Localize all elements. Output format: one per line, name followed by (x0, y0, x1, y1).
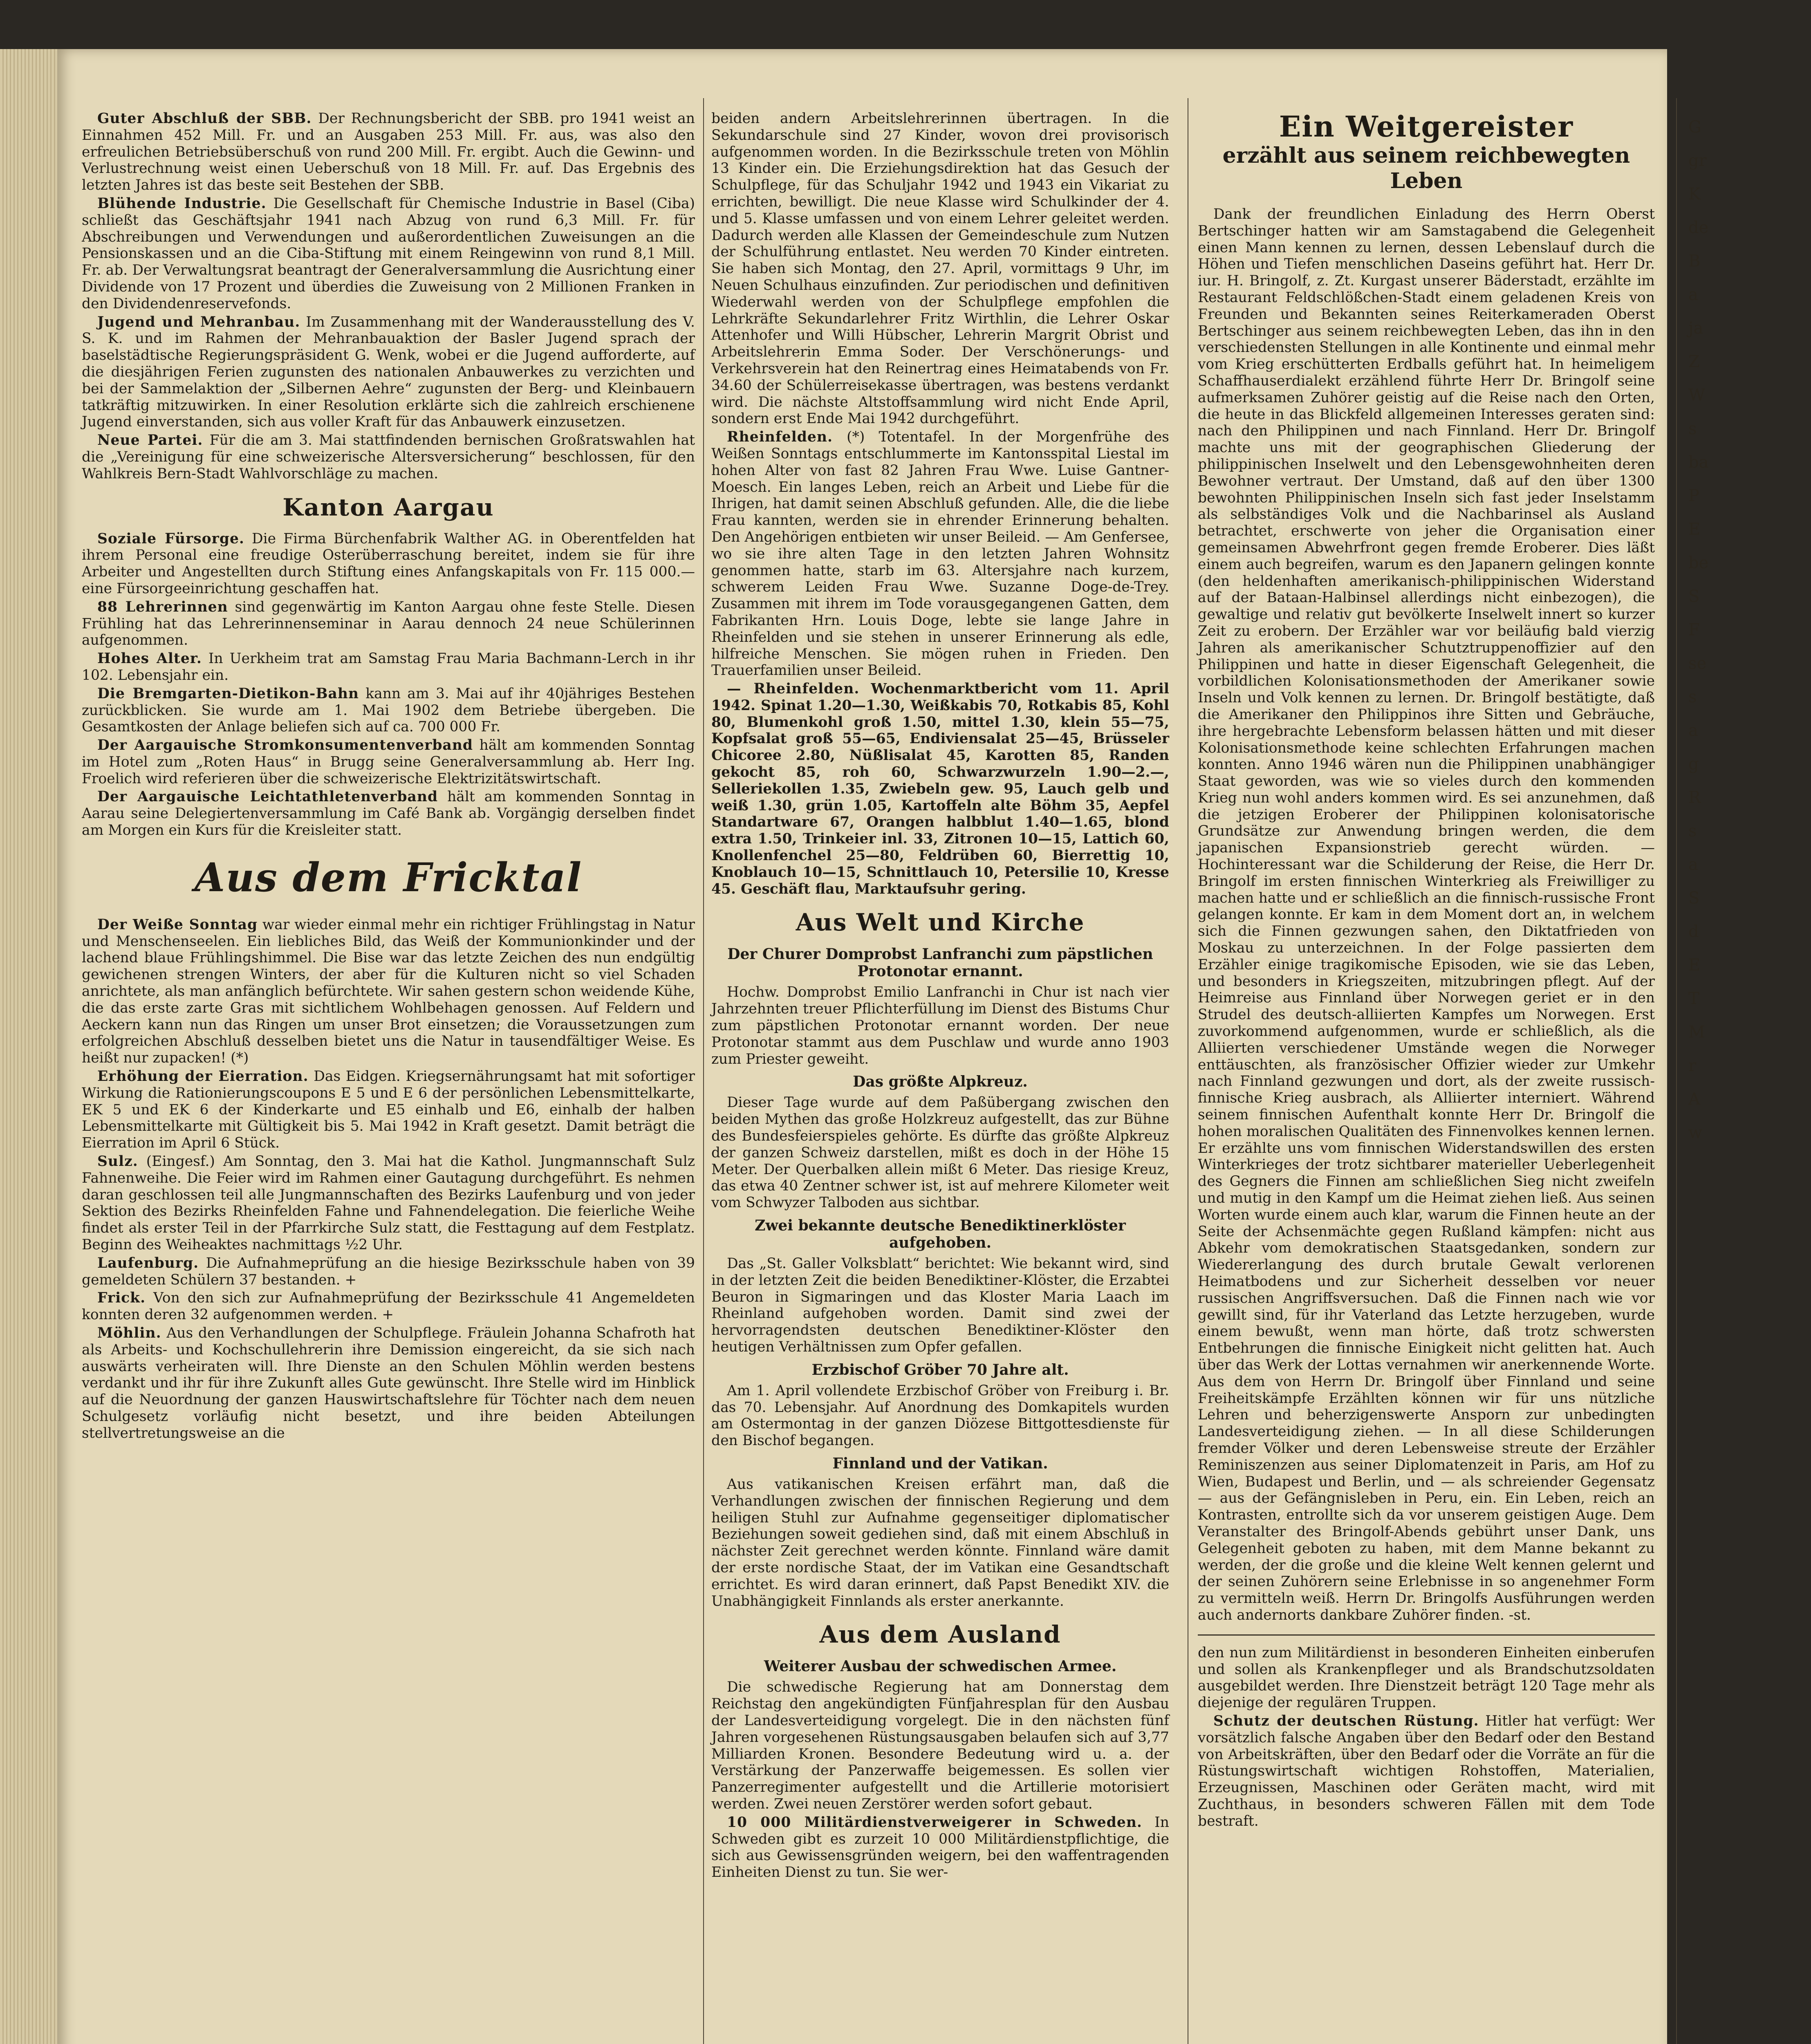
fragment-text: s (1688, 688, 1697, 706)
item-text: Das Eidgen. Kriegsernährungsamt hat mit sofortiger Wirkung die Rationierungscoupons E 5 und E 6 der persönlichen Lebensmittelkarte, EK 5 und EK 6 der Kinderkarte und E5 einhalb und E6, einhalb der halben Lebensmittelkarte mit Gültigkeit bis 5. Mai 1942 in Kraft gesetzt. Damit beträgt die Eierration im April 6 Stück. (82, 1068, 695, 1152)
news-item (82, 917, 695, 1067)
item-lead: Blühende Industrie. (97, 195, 267, 212)
news-item (82, 1255, 695, 1289)
news-item (711, 1476, 1169, 1609)
item-text: den nun zum Militärdienst in besonderen Einheiten einberufen und sollen als Krankenpfleger und als Brandschutzsoldaten ausgebildet werden. Ihre Dienstzeit beträgt 120 Tage mehr als diejenige der regulären Truppen. (1198, 1644, 1655, 1711)
item-text: (*) Totentafel. In der Morgenfrühe des Weißen Sonntags entschlummerte im Kantonsspital Liestal im hohen Alter von fast 82 Jahren Frau Wwe. Luise Gantner-Moesch. Ein langes Leben, reich an Arbeit und Liebe für die Ihrigen, hat damit seinen Abschluß gefunden. Alle, die die liebe Frau kannten, werden sie in ehrender Erinnerung behalten. Den Angehörigen entbieten wir unser Beileid. — Am Genfersee, wo sie ihre alten Tage in den letzten Jahren Wohnsitz genommen hatte, starb im 63. Altersjahre nach kurzem, schwerem Leiden Frau Wwe. Suzanne Doge-de-Trey. Zusammen mit ihrem im Tode vorausgegangenen Gatten, dem Fabrikanten Hrn. Louis Doge, lebte sie lange Jahre in Rheinfelden und sie stehen in unserer Erinnerung als edle, hilfreiche Menschen. Sie mögen ruhen in Frieden. Den Trauerfamilien unser Beileid. (711, 429, 1170, 679)
fragment-text: s (1688, 419, 1697, 438)
item-text: Von den sich zur Aufnahmeprüfung der Bezirksschule 41 Angemeldeten konnten deren 32 aufgenommen werden. + (82, 1290, 695, 1323)
article-title: Ein Weitgereister (1279, 110, 1574, 143)
fragment-text: ja (1688, 319, 1703, 338)
item-text: hält am kommenden Sonntag in Aarau seine Delegiertenversammlung im Café Bank ab. Vorgängig derselben findet am Morgen ein Kurs für die Kreisleiter statt. (82, 789, 695, 839)
item-text: Aus vatikanischen Kreisen erfährt man, daß die Verhandlungen zwischen der finnischen Regierung und dem heiligen Stuhl zur Aufnahme gegenseitiger diplomatischer Beziehungen soweit gediehen sind, daß mit einem Abschluß in nächster Zeit gerechnet werden könnte. Finnland wäre damit der erste nordische Staat, der im Vatikan eine Gesandtschaft errichtet. Es wird daran erinnert, daß Papst Benedikt XIV. die Unabhängigkeit Finnlands als erster anerkannte. (711, 1476, 1169, 1609)
fragment-text: se (1688, 654, 1707, 673)
fragment-text: E (1688, 520, 1701, 539)
fragment-text: W (1688, 386, 1706, 405)
section-heading: Aus Welt und Kirche (796, 908, 1085, 937)
fragment-text: S (1688, 587, 1700, 606)
news-item (82, 686, 695, 735)
item-text: kann am 3. Mai auf ihr 40jähriges Bestehen zurückblicken. Sie wurde am 1. Mai 1902 dem Betriebe übergeben. Die Gesamtkosten der Anlage beliefen sich auf ca. 700 000 Fr. (82, 685, 695, 735)
newspaper-page (57, 49, 1709, 2044)
item-lead: — Rheinfelden. (727, 681, 860, 697)
fragment-text: d (1688, 922, 1699, 941)
section-heading: Kanton Aargau (282, 493, 494, 521)
subheading: Finnland und der Vatikan. (832, 1455, 1048, 1472)
section-heading-fricktal: Aus dem Fricktal (194, 854, 583, 901)
divider (1198, 1634, 1655, 1636)
fragment-text: be (1688, 554, 1709, 572)
news-item (1198, 1713, 1655, 1830)
news-item (711, 429, 1169, 679)
item-text: Dieser Tage wurde auf dem Paßübergang zwischen den beiden Mythen das große Holzkreuz aufgestellt, das zur Bühne des Bundesfeierspieles gehörte. Es dürfte das größte Alpkreuz der ganzen Schweiz darstellen, mißt es doch in der Höhe 15 Meter. Der Querbalken allein mißt 6 Meter. Das riesige Kreuz, das etwa 40 Zentner schwer ist, ist auf mehrere Kilometer weit vom Schwyzer Talboden aus sichtbar. (711, 1094, 1169, 1211)
item-text: In Schweden gibt es zurzeit 10 000 Militärdienstpflichtige, die sich aus Gewissensgründen weigern, bei den waffentragenden Einheiten Dienst zu tun. Sie wer- (711, 1814, 1170, 1881)
item-text: war wieder einmal mehr ein richtiger Frühlingstag in Natur und Menschenseelen. Ein liebliches Bild, das Weiß der Kommunionkinder und der lachend blaue Frühlingshimmel. Die Bise war das letzte Zeichen des nun endgültig gewichenen strengen Winters, der aber für die Kulturen nicht so viel Schaden anrichtete, als man anfänglich befürchtete. Wir sahen gestern schon weidende Kühe, die das erste zarte Gras mit sichtlichem Wohlbehagen genossen. Auf Feldern und Aeckern kann nun das Ringen um unser Brot einsetzen; die Voraussetzungen zum erfolgreichen Abschluß desselben bietet uns die Natur in tausendfältiger Weise. Es heißt nur zupacken! (*) (82, 916, 695, 1067)
fragment-text: r (1688, 1056, 1697, 1075)
fragment-text: T (1688, 989, 1699, 1008)
fragment-text: F (1688, 621, 1700, 639)
news-item (711, 984, 1169, 1067)
item-text: Hochw. Domprobst Emilio Lanfranchi in Chur ist nach vier Jahrzehnten treuer Pflichterfüllung im Dienst des Bistums Chur zum päpstlichen Protonotar ernannt worden. Der neue Protonotar stammt aus dem Puschlaw und wurde anno 1903 zum Priester geweiht. (711, 984, 1169, 1067)
item-text: Im Zusammenhang mit der Wanderausstellung des V. S. K. und im Rahmen der Mehranbauaktion der Basler Jugend sprach der baselstädtische Regierungspräsident G. Wenk, wobei er die Jugend aufforderte, auf die diesjährigen Ferien zugunsten des nationalen Anbauwerkes zu verzichten und bei der Sammelaktion der „Silbernen Aehre“ zugunsten der Berg- und Kleinbauern tatkräftig mitzuwirken. In einer Resolution erklärte sich die zahlreich erschienene Jugend einverstanden, sich aus voller Kraft für das Anbauwerk einzusetzen. (82, 314, 695, 430)
item-lead: Guter Abschluß der SBB. (97, 110, 312, 127)
news-item (711, 1814, 1169, 1881)
fragment-text: S (1688, 889, 1700, 908)
column-2 (711, 110, 1169, 2044)
item-text: Das „St. Galler Volksblatt“ berichtet: Wie bekannt wird, sind in der letzten Zeit die beiden Benediktiner-Klöster, die Erzabtei Beuron in Sigmaringen und das Kloster Maria Laach im Rheinland aufgehoben worden. Damit sind zwei der hervorragendsten deutschen Benediktiner-Klöster den heutigen Verhältnissen zum Opfer gefallen. (711, 1255, 1169, 1355)
fragment-text: P (1688, 486, 1699, 505)
fragment-text: ba (1688, 453, 1709, 472)
item-text: Die schwedische Regierung hat am Donnerstag dem Reichstag den angekündigten Fünfjahresplan für den Ausbau der Landesverteidigung vorgelegt. Die in den nächsten fünf Jahren vorgesehenen Rüstungsausgaben belaufen sich auf 3,77 Milliarden Kronen. Besondere Bedeutung wird u. a. der Verstärkung der Panzerwaffe beigemessen. Es sollen vier Panzerregimenter aufgestellt und die Artillerie motorisiert werden. Zwei neuen Zerstörer werden sofort gebaut. (711, 1679, 1169, 1812)
news-item (82, 599, 695, 649)
news-item (82, 432, 695, 482)
article-body (1198, 206, 1655, 1624)
fragment-text: a (1688, 855, 1698, 874)
item-text: Dank der freundlichen Einladung des Herrn Oberst Bertschinger hatten wir am Samstagabend die Gelegenheit einen Mann kennen zu lernen, dessen Lebenslauf durch die Höhen und Tiefen menschlichen Daseins geführt hat. Herr Dr. iur. H. Bringolf, z. Zt. Kurgast unserer Bäderstadt, erzählte im Restaurant Feldschlößchen-Stadt einem geladenen Kreis von Freunden und Bekannten seines Reiterkameraden Oberst Bertschinger aus seinem reichbewegten Leben, das ihn in den verschiedensten Stellungen in alle Kontinente und einmal mehr vom Krieg erschütterten Erdballs geführt hat. In heimeligem Schaffhauserdialekt erzählend führte Herr Dr. Bringolf seine aufmerksamen Zuhörer geistig auf die Reise nach den Orten, die heute in das Blickfeld allgemeinen Interesses geraten sind: nach den Philippinen und nach Finnland. Herr Dr. Bringolf machte uns mit der geographischen Gliederung der philippinischen Inselwelt und den Lebensgewohnheiten deren Bewohner vertraut. Der Umstand, daß auf den über 1300 bewohnten Philippinischen Inseln sich fast jeder Inselstamm als selbständiges Volk und die Nachbarinsel als Ausland betrachtet, erschwerte von jeher die Organisation einer gemeinsamen Abwehrfront gegen fremde Eroberer. Dies läßt einem auch begreifen, warum es den Japanern gelingen konnte (den heldenhaften amerikanisch-philippinischen Widerstand auf der Bataan-Halbinsel allerdings nicht einbezogen), die gewaltige und relativ gut bevölkerte Inselwelt innert so kurzer Zeit zu erobern. Der Erzähler war vor beiläufig bald vierzig Jahren als amerikanischer Schutztruppenoffizier auf den Philippinen und hatte in dieser Eigenschaft Gelegenheit, die vorbildlichen Kolonisationsmethoden der Amerikaner sowie Inseln und Volk kennen zu lernen. Dr. Bringolf bestätigte, daß die Amerikaner den Philippinos ihre Sitten und Gebräuche, ihre hergebrachte Lebensform belassen hätten und mit dieser Kolonisationsmethode keine schlechten Erfahrungen machen konnten. Anno 1946 wären nun die Philippinen unabhängiger Staat geworden, was wie so vieles durch den kommenden Krieg nun wohl anders kommen wird. Es sei anzunehmen, daß die jetzigen Eroberer der Philippinen kolonisatorische Grundsätze zur Anwendung bringen werden, die dem japanischen Expansionstrieb gerecht würden. — Hochinteressant war die Schilderung der Reise, die Herr Dr. Bringolf im ersten finnischen Winterkrieg als Freiwilliger zu machen hatte und er schließlich an die finnisch-russische Front gelangen konnte. Er kam in dem Moment dort an, in welchem sich die Finnen gezwungen sahen, den Diktatfrieden von Moskau zu unterzeichnen. In der Folge passierten dem Erzähler einige tragikomische Episoden, wie sie das Leben, und besonders in Kriegszeiten, mitzubringen pflegt. Auf der Heimreise aus Finnland über Norwegen geriet er in den Strudel des deutsch-alliierten Kampfes um Norwegen. Erst zuvorkommend aufgenommen, wurde er schließlich, als die Alliierten verschiedener Umstände wegen die Norweger enttäuschten, als französischer Offizier wieder zur Umkehr nach Finnland gezwungen und dort, als der zweite russisch-finnische Krieg ausbrach, als Alliierter interniert. Während seinem finnischen Aufenthalt konnte Herr Dr. Bringolf die hohen moralischen Qualitäten des Finnenvolkes kennen lernen. Er erzählte uns vom finnischen Widerstandswillen des ersten Winterkrieges der trotz sichtbarer materieller Ueberlegenheit des Gegners die Finnen am schließlichen Sieg nicht zweifeln und mutig in den Kampf um die Heimat ziehen ließ. Aus seinen Worten wurde einem auch klar, warum die Finnen heute an der Seite der Achsenmächte gegen Rußland kämpfen: nicht aus Abkehr vom demokratischen Staatsgedanken, sondern zur Wiedererlangung des durch brutale Gewalt verlorenen Heimatbodens und zur Sicherheit desselben vor neuer russischen Angriffsversuchen. Daß die Finnen nach wie vor gewillt sind, für ihr Vaterland das Letzte herzugeben, wurde einem bewußt, wenn man hörte, daß trotz schwersten Entbehrungen die finnische Einigkeit nicht gelitten hat. Auch über das Werk der Lottas vernahmen wir anerkennende Worte. Aus dem von Herrn Dr. Bringolf über Finnland und seine Freiheitskämpfe Erzählten können wir für uns nützliche Lehren und beherzigenswerte Ansporn zur unbedingten Landesverteidigung ziehen. — In all diese Schilderungen fremder Völker und deren Lebensweise streute der Erzähler Reminiszenzen aus seiner Diplomatenzeit in Paris, am Hof zu Wien, Budapest und Berlin, und — als schreiender Gegensatz — aus der Gefängnisleben in Peru, ein. Ein Leben, reich an Kontrasten, entrollte sich da vor unserem geistigen Auge. Dem Veranstalter des Bringolf-Abends gebührt unser Dank, uns Gelegenheit geboten zu haben, mit dem Manne bekannt zu werden, der die große und die kleine Welt kennen gelernt und der seinen Zuhörern seine Erlebnisse in so angenehmer Form zu vermitteln weiß. Herrn Dr. Bringolfs Ausführungen werden auch andernorts dankbare Zuhörer finden. -st. (1198, 206, 1655, 1623)
item-text: (Eingesf.) Am Sonntag, den 3. Mai hat die Kathol. Jungmannschaft Sulz Fahnenweihe. Die Feier wird im Rahmen einer Gautagung durchgeführt. Es nehmen daran geschlossen teil alle Jungmannschaften des Bezirks Laufenburg und von jeder Sektion des Bezirks Rheinfelden Fahne und Fahnendelegation. Die feierliche Weihe findet als erster Teil in der Pfarrkirche Sulz statt, die Festtagung auf dem Festplatz. Beginn des Weiheaktes nachmittags ½2 Uhr. (82, 1153, 695, 1253)
news-item (82, 1068, 695, 1152)
news-item (82, 737, 695, 787)
item-lead: Jugend und Mehranbau. (97, 314, 300, 330)
fragment-text: s (1688, 822, 1697, 840)
item-text: Die Aufnahmeprüfung an die hiesige Bezirksschule haben von 39 gemeldeten Schülern 37 bestanden. + (82, 1255, 695, 1288)
news-item (82, 195, 695, 312)
item-lead: Der Aargauische Leichtathletenverband (97, 789, 438, 805)
item-lead: Neue Partei. (97, 432, 203, 449)
section-heading: Aus dem Ausland (819, 1620, 1061, 1649)
news-item (711, 681, 1169, 897)
column-rule (703, 98, 704, 2044)
column-3 (1198, 110, 1655, 2044)
fragment-text: M (1688, 1023, 1705, 1042)
item-lead: 88 Lehrerinnen (97, 598, 228, 615)
item-text: beiden andern Arbeitslehrerinnen übertragen. In die Sekundarschule sind 27 Kinder, wovon drei provisorisch aufgenommen worden. In die Bezirksschule treten von Möhlin 13 Kinder ein. Die Erziehungsdirektion hat das Gesuch der Schulpflege, für das Schuljahr 1942 und 1943 ein Vikariat zu errichten, bewilligt. Die neue Klasse wird Schulkinder der 4. und 5. Klasse umfassen und von einem Lehrer geleitet werden. Dadurch werden alle Klassen der Gemeindeschule zum Nutzen der Schulführung entlastet. Neu werden 70 Kinder eintreten. Sie haben sich Montag, den 27. April, vormittags 9 Uhr, im Neuen Schulhaus einzufinden. Zur periodischen und definitiven Wiederwahl werden von der Schulpflege empfohlen die Lehrkräfte Sekundarlehrer Fritz Wirthlin, die Lehrer Oskar Attenhofer und Willi Hübscher, Lehrerin Margrit Obrist und Arbeitslehrerin Emma Soder. Der Verschönerungs- und Verkehrsverein hat den Reinertrag eines Heimatabends von Fr. 34.60 der Schülerreisekasse übertragen, was bestens verdankt wird. Die nächste Altstoffsammlung wird nicht Ende April, sondern erst Ende Mai 1942 durchgeführt. (711, 110, 1169, 427)
item-lead: Frick. (97, 1290, 146, 1307)
news-item (82, 650, 695, 684)
item-lead: Möhlin. (97, 1325, 161, 1341)
item-text: sind gegenwärtig im Kanton Aargau ohne feste Stelle. Diesen Frühling hat das Lehrerinnenseminar in Aarau dennoch 24 neue Schülerinnen aufgenommen. (82, 598, 695, 649)
subheading: Erzbischof Gröber 70 Jahre alt. (811, 1361, 1069, 1378)
news-item (711, 110, 1169, 427)
news-item (82, 1153, 695, 1253)
fragment-text: w (1688, 1123, 1703, 1142)
news-item (82, 1290, 695, 1323)
news-item (711, 1094, 1169, 1211)
news-item (82, 531, 695, 597)
item-text: Der Rechnungsbericht der SBB. pro 1941 weist an Einnahmen 452 Mill. Fr. und an Ausgaben 253 Mill. Fr. aus, was also den erfreulichen Betriebsüberschuß von rund 200 Mill. Fr. ergibt. Auch die Gewinn- und Verlustrechnung weist einen Ueberschuß von 18 Mill. Fr. auf. Das Ergebnis des letzten Jahres ist das beste seit Bestehen der SBB. (82, 110, 695, 194)
news-item (82, 314, 695, 431)
item-text: Die Gesellschaft für Chemische Industrie in Basel (Ciba) schließt das Geschäftsjahr 1941 nach Abzug von rund 6,3 Mill. Fr. für Abschreibungen und Verwendungen und außerordentlichen Zuweisungen an die Pensionskassen und an die Ciba-Stiftung mit einem Reingewinn von rund 8,1 Mill. Fr. ab. Der Verwaltungsrat beantragt der Generalversammlung die Ausrichtung einer Dividende von 17 Prozent und überdies die Zuweisung von 2 Millionen Franken in den Dividendenreservefonds. (82, 195, 695, 312)
item-text: Wochenmarktbericht vom 11. April 1942. Spinat 1.20—1.30, Weißkabis 70, Rotkabis 85, Kohl 80, Blumenkohl groß 1.50, mittel 1.30, klein 55—75, Kopfsalat groß 55—65, Endiviensalat 25—45, Brüsseler Chicoree 2.80, Nüßlisalat 45, Karotten 85, Randen gekocht 85, roh 60, Schwarzwurzeln 1.90—2.—, Selleriekollen 1.35, Zwiebeln gew. 95, Lauch gelb und weiß 1.30, grün 1.05, Kartoffeln alte Böhm 35, Aepfel Standartware 67, Orangen halbblut 1.40—1.65, blond extra 1.50, Trinkeier inl. 33, Zitronen 10—15, Lattich 60, Knollenfenchel 25—80, Feldrüben 60, Bierrettig 10, Knoblauch 10—15, Schnittlauch 10, Petersilie 10, Kresse 45. Geschäft flau, Marktaufsuhr gering. (711, 681, 1170, 897)
news-item (82, 110, 695, 194)
column-rule (1676, 98, 1677, 2044)
subheading: Der Churer Domprobst Lanfranchi zum päpstlichen Protonotar ernannt. (727, 946, 1153, 980)
fragment-text: K (1688, 185, 1701, 204)
fragment-text: A (1688, 1090, 1700, 1109)
news-item (82, 1325, 695, 1442)
item-lead: Der Weiße Sonntag (97, 916, 258, 933)
fragment-text: de (1688, 218, 1709, 237)
item-text: Für die am 3. Mai stattfindenden bernischen Großratswahlen hat die „Vereinigung für eine schweizerische Altersversicherung“ beschlossen, für den Wahlkreis Bern-Stadt Wahlvorschläge zu machen. (82, 432, 695, 482)
item-lead: Der Aargauische Stromkonsumentenverband (97, 737, 473, 754)
item-lead: Schutz der deutschen Rüstung. (1213, 1712, 1479, 1729)
fragment-text: a (1688, 285, 1698, 304)
news-item (1198, 1645, 1655, 1711)
item-text: Am 1. April vollendete Erzbischof Gröber von Freiburg i. Br. das 70. Lebensjahr. Auf Anordnung des Domkapitels wurden am Ostermontag in der ganzen Diözese Bittgottesdienste für den Bischof begangen. (711, 1382, 1169, 1449)
fragment-text: a (1688, 721, 1698, 740)
news-item (711, 1383, 1169, 1449)
news-item (711, 1255, 1169, 1356)
fragment-text: g (1688, 755, 1699, 773)
article-subtitle: erzählt aus seinem reichbewegten Leben (1222, 143, 1630, 193)
item-lead: 10 000 Militärdienstverweigerer in Schweden. (727, 1814, 1142, 1831)
fragment-text: Z (1688, 352, 1700, 371)
news-item (711, 1679, 1169, 1812)
item-text: Hitler hat verfügt: Wer vorsätzlich falsche Angaben über den Bedarf oder den Bestand von Arbeitskräften, über den Bedarf oder die Vorräte an für die Rüstungswirtschaft wichtigen Rohstoffen, Materialien, Erzeugnissen, Maschinen oder Geräten macht, wird mit Zuchthaus, in besonders schweren Fällen mit dem Tode bestraft. (1198, 1712, 1655, 1829)
item-text: Aus den Verhandlungen der Schulpflege. Fräulein Johanna Schafroth hat als Arbeits- und Kochschullehrerin ihre Demission eingereicht, da sie sich nach auswärts verheiraten will. Ihre Dienste an den Schulen Möhlin werden bestens verdankt und ihr für ihre Zukunft alles Gute gewünscht. Ihre Stelle wird im Hinblick auf die Neuordnung der ganzen Hauswirtschaftslehre für Töchter nach dem neuen Schulgesetz vorläufig nicht besetzt, und ihre beiden Abteilungen stellvertretungsweise an die (82, 1325, 695, 1441)
item-lead: Die Bremgarten-Dietikon-Bahn (97, 685, 359, 702)
fragment-text: gr (1688, 151, 1707, 170)
item-text: hält am kommenden Sonntag im Hotel zum „Roten Haus“ in Brugg seine Generalversammlung ab. Herr Ing. Froelich wird referieren über die schweizerische Elektrizitätswirtschaft. (82, 737, 695, 787)
item-lead: Laufenburg. (97, 1255, 199, 1271)
item-text: In Uerkheim trat am Samstag Frau Maria Bachmann-Lerch in ihr 102. Lebensjahr ein. (82, 650, 695, 684)
subheading: Zwei bekannte deutsche Benediktinerklöster aufgehoben. (755, 1217, 1126, 1252)
item-lead: Rheinfelden. (727, 429, 833, 446)
column-1 (82, 110, 695, 2044)
fragment-text: B (1688, 252, 1701, 271)
item-lead: Sulz. (97, 1153, 138, 1170)
subheading: Das größte Alpkreuz. (853, 1073, 1028, 1091)
item-text: Die Firma Bürchenfabrik Walther AG. in Oberentfelden hat ihrem Personal eine freudige Osterüberraschung bereitet, indem sie für ihre Arbeiter und Angestellten durch Stiftung eines Anfangskapitals von Fr. 115 000.— eine Fürsorgeeinrichtung geschaffen hat. (82, 530, 695, 597)
item-lead: Hohes Alter. (97, 650, 202, 667)
item-lead: Soziale Fürsorge. (97, 530, 244, 547)
item-lead: Erhöhung der Eierration. (97, 1068, 309, 1085)
news-item (82, 789, 695, 838)
fragment-text: G (1688, 118, 1701, 137)
binding-edge (0, 49, 57, 2044)
fragment-text: R (1688, 788, 1701, 807)
adjacent-page-fragment (1688, 110, 1811, 2044)
fragment-text: E (1688, 956, 1701, 975)
subheading: Weiterer Ausbau der schwedischen Armee. (764, 1658, 1117, 1675)
